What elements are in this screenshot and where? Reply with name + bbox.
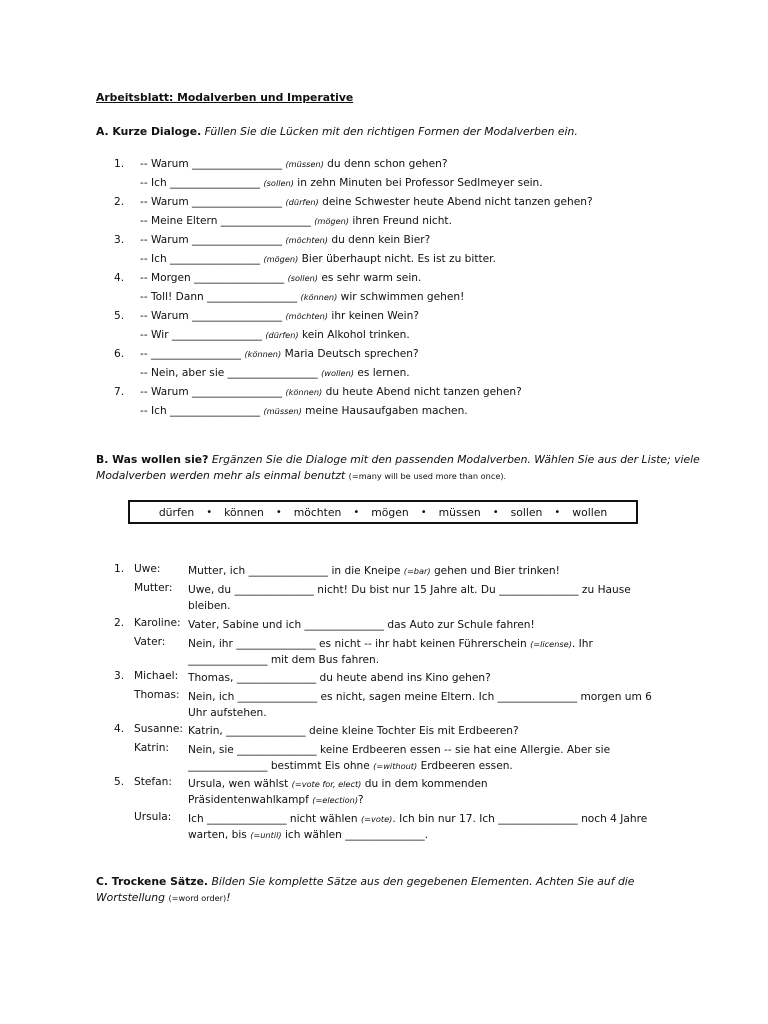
section-a-instruction: Füllen Sie die Lücken mit den richtigen Formen der Modalverben ein. xyxy=(204,125,578,138)
hint: (können) xyxy=(285,387,323,397)
word-bank-item: müssen xyxy=(438,505,481,519)
dialog-number: 2. xyxy=(114,617,125,629)
section-a-label: A. Kurze Dialoge. xyxy=(96,125,202,138)
bullet: • xyxy=(206,506,213,518)
dialog-line: Uwe, du _______________ nicht! Du bist nur 15 Jahre alt. Du _______________ zu Hause bleiben. xyxy=(188,584,631,612)
speaker: Ursula: xyxy=(134,811,172,823)
dialog-line: Ursula, wen wählst (=vote for, elect) du in dem kommenden Präsidentenwahlkampf (=election)? xyxy=(188,778,488,806)
dialog-number: 5. xyxy=(114,776,125,788)
bullet: • xyxy=(492,506,499,518)
word-bank xyxy=(128,500,638,524)
dialog-line: Nein, sie _______________ keine Erdbeeren essen -- sie hat eine Allergie. Aber sie _______________ bestimmt Eis ohne (=without) Erdbeeren essen. xyxy=(188,744,611,772)
dialog-line: -- Ich _________________ (müssen) meine Hausaufgaben machen. xyxy=(140,405,468,417)
hint: (=vote) xyxy=(360,814,393,824)
section-c-instruction-1: Bilden Sie komplette Sätze aus den gegebenen Elementen. Achten Sie auf die xyxy=(211,875,635,888)
speaker: Vater: xyxy=(134,636,166,648)
speaker: Stefan: xyxy=(134,776,172,788)
speaker: Mutter: xyxy=(134,582,173,594)
bullet: • xyxy=(275,506,282,518)
dialog-line: Mutter, ich _______________ in die Kneipe (=bar) gehen und Bier trinken! xyxy=(188,565,560,577)
hint: (=without) xyxy=(373,761,418,771)
speaker: Katrin: xyxy=(134,742,169,754)
hint: (müssen) xyxy=(285,159,324,169)
dialog-line: Ich _______________ nicht wählen (=vote). Ich bin nur 17. Ich _______________ noch 4 Jahre warten, bis (=until) ich wählen _______________. xyxy=(188,813,648,841)
item-number: 5. xyxy=(114,310,125,322)
hint: (=vote for, elect) xyxy=(291,779,362,789)
section-c-end: ! xyxy=(226,891,231,904)
hint: (=license) xyxy=(530,639,572,649)
dialog-line: -- Ich _________________ (sollen) in zehn Minuten bei Professor Sedlmeyer sein. xyxy=(140,177,543,189)
section-b-instruction-2: Modalverben werden mehr als einmal benutzt xyxy=(96,469,346,482)
dialog-line: Vater, Sabine und ich _______________ das Auto zur Schule fahren! xyxy=(188,619,535,631)
dialog-line: Thomas, _______________ du heute abend ins Kino gehen? xyxy=(188,672,491,684)
speaker: Susanne: xyxy=(134,723,183,735)
item-number: 7. xyxy=(114,386,125,398)
section-a-heading xyxy=(96,125,578,138)
word-bank-item: mögen xyxy=(371,505,409,519)
bullet: • xyxy=(353,506,360,518)
hint: (können) xyxy=(300,292,338,302)
dialog-number: 4. xyxy=(114,723,125,735)
section-c-heading xyxy=(96,875,634,888)
word-bank-item: möchten xyxy=(293,505,342,519)
bullet: • xyxy=(554,506,561,518)
dialog-line: -- Meine Eltern _________________ (mögen) ihren Freund nicht. xyxy=(140,215,452,227)
item-number: 3. xyxy=(114,234,125,246)
hint: (sollen) xyxy=(263,178,294,188)
dialog-line: -- Ich _________________ (mögen) Bier überhaupt nicht. Es ist zu bitter. xyxy=(140,253,496,265)
section-c-heading-line2 xyxy=(96,891,231,904)
hint: (müssen) xyxy=(263,406,302,416)
hint: (können) xyxy=(244,349,282,359)
dialog-line: -- Nein, aber sie _________________ (wollen) es lernen. xyxy=(140,367,410,379)
dialog-line: -- Warum _________________ (können) du heute Abend nicht tanzen gehen? xyxy=(140,386,522,398)
page-title: Arbeitsblatt: Modalverben und Imperative xyxy=(96,91,354,104)
word-bank-item: wollen xyxy=(572,505,608,519)
section-b-heading xyxy=(96,453,700,466)
dialog-line: -- Warum _________________ (möchten) ihr keinen Wein? xyxy=(140,310,419,322)
hint: (sollen) xyxy=(287,273,319,283)
bullet: • xyxy=(420,506,427,518)
word-bank-item: können xyxy=(224,505,264,519)
word-bank-item: sollen xyxy=(510,505,543,519)
dialog-line: -- Warum _________________ (müssen) du denn schon gehen? xyxy=(140,158,448,170)
hint: (möchten) xyxy=(285,235,328,245)
item-number: 4. xyxy=(114,272,125,284)
dialog-number: 3. xyxy=(114,670,125,682)
section-c-label: C. Trockene Sätze. xyxy=(96,875,209,888)
hint: (wollen) xyxy=(321,368,354,378)
hint: (mögen) xyxy=(314,216,349,226)
dialog-line: -- Warum _________________ (möchten) du denn kein Bier? xyxy=(140,234,431,246)
hint: (dürfen) xyxy=(265,330,299,340)
dialog-line: -- _________________ (können) Maria Deutsch sprechen? xyxy=(140,348,419,360)
section-b-heading-line2 xyxy=(96,469,506,482)
dialog-line: Katrin, _______________ deine kleine Tochter Eis mit Erdbeeren? xyxy=(188,725,519,737)
speaker: Thomas: xyxy=(134,689,180,701)
dialog-line: -- Warum _________________ (dürfen) deine Schwester heute Abend nicht tanzen gehen? xyxy=(140,196,593,208)
section-c-note: (=word order) xyxy=(168,893,227,903)
word-bank-item: dürfen xyxy=(158,505,195,519)
hint: (=bar) xyxy=(403,566,431,576)
speaker: Karoline: xyxy=(134,617,181,629)
section-b-label: B. Was wollen sie? xyxy=(96,453,209,466)
dialog-line: -- Wir _________________ (dürfen) kein Alkohol trinken. xyxy=(140,329,410,341)
section-b-note: (=many will be used more than once). xyxy=(348,471,507,481)
item-number: 6. xyxy=(114,348,125,360)
hint: (=election) xyxy=(312,795,359,805)
speaker: Michael: xyxy=(134,670,179,682)
section-b-instruction-1: Ergänzen Sie die Dialoge mit den passenden Modalverben. Wählen Sie aus der Liste; viele xyxy=(211,453,700,466)
item-number: 2. xyxy=(114,196,125,208)
dialog-line: -- Morgen _________________ (sollen) es sehr warm sein. xyxy=(140,272,422,284)
item-number: 1. xyxy=(114,158,125,170)
dialog-line: Nein, ihr _______________ es nicht -- ihr habt keinen Führerschein (=license). Ihr _______________ mit dem Bus fahren. xyxy=(188,638,593,666)
dialog-line: Nein, ich _______________ es nicht, sagen meine Eltern. Ich _______________ morgen um 6 Uhr aufstehen. xyxy=(188,691,652,719)
speaker: Uwe: xyxy=(134,563,161,575)
hint: (dürfen) xyxy=(285,197,319,207)
hint: (mögen) xyxy=(263,254,299,264)
hint: (=until) xyxy=(250,830,282,840)
dialog-line: -- Toll! Dann _________________ (können) wir schwimmen gehen! xyxy=(140,291,465,303)
hint: (möchten) xyxy=(285,311,328,321)
dialog-number: 1. xyxy=(114,563,125,575)
section-c-instruction-2: Wortstellung xyxy=(96,891,165,904)
